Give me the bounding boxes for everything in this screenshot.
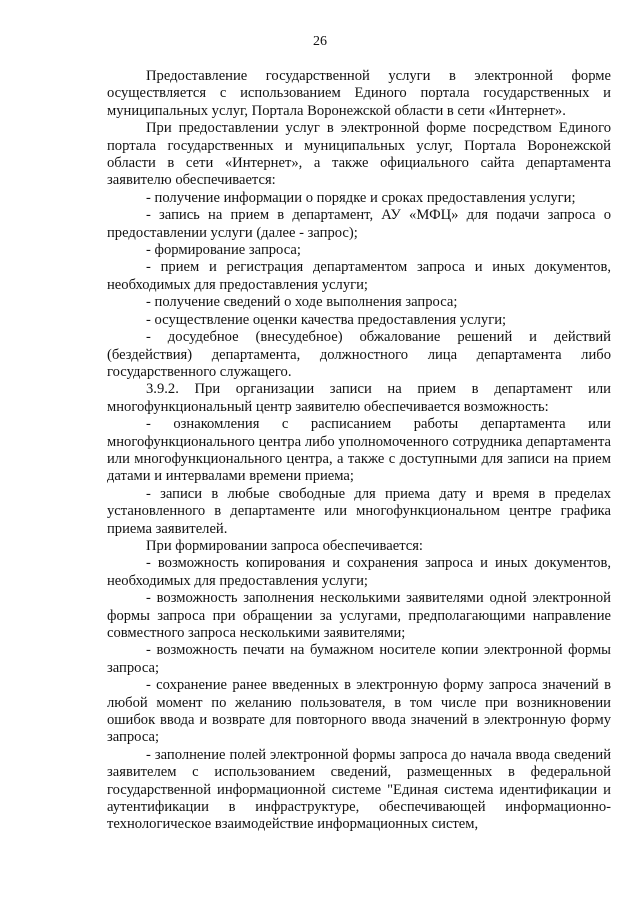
list-item: - запись на прием в департамент, АУ «МФЦ» для подачи запроса о предоставлении услуги (далее - запрос); — [107, 207, 611, 241]
list-item: - сохранение ранее введенных в электронную форму запроса значений в любой момент по желанию пользователя, в том числе при возникновении ошибок ввода и возврате для повторного ввода значений в электронную форму запроса; — [107, 677, 611, 746]
list-item: - получение информации о порядке и сроках предоставления услуги; — [146, 189, 576, 206]
paragraph: Предоставление государственной услуги в электронной форме осуществляется с использованием Единого портала государственных и муниципальных услуг, Портала Воронежской области в сети «Интернет». — [107, 68, 611, 119]
list-item: - записи в любые свободные для приема дату и время в пределах установленного в департаменте или многофункциональном центре графика приема заявителей. — [107, 485, 611, 537]
paragraph: При предоставлении услуг в электронной форме посредством Единого портала государственных и муниципальных услуг, Портала Воронежской области в сети «Интернет», а также официального сайта департамента заявителю обеспечивается: — [107, 120, 611, 189]
list-item: - заполнение полей электронной формы запроса до начала ввода сведений заявителем с использованием сведений, размещенных в федеральной государственной информационной системе "Единая система идентификации и аутентификации в инфраструктуре, обеспечивающей информационно-технологическое взаимодействие информационных систем, — [107, 746, 611, 833]
document-body — [107, 68, 611, 834]
paragraph: 3.9.2. При организации записи на прием в департамент или многофункциональный центр заявителю обеспечивается возможность: — [107, 381, 611, 415]
list-item: - прием и регистрация департаментом запроса и иных документов, необходимых для предоставления услуги; — [107, 259, 611, 293]
list-item: - возможность печати на бумажном носителе копии электронной формы запроса; — [107, 642, 611, 676]
list-item: - формирование запроса; — [146, 242, 301, 259]
list-item: - досудебное (внесудебное) обжалование решений и действий (бездействия) департамента, должностного лица департамента либо государственного служащего. — [107, 329, 611, 380]
list-item: - осуществление оценки качества предоставления услуги; — [146, 311, 507, 328]
list-item: - получение сведений о ходе выполнения запроса; — [146, 294, 458, 311]
list-item: - возможность копирования и сохранения запроса и иных документов, необходимых для предоставления услуги; — [107, 555, 611, 589]
list-item: - возможность заполнения несколькими заявителями одной электронной формы запроса при обращении за услугами, предполагающими направление совместного запроса несколькими заявителями; — [107, 590, 611, 641]
list-item: - ознакомления с расписанием работы департамента или многофункционального центра либо уполномоченного сотрудника департамента или многофункционального центра, а также с доступными для записи на прием датами и интервалами времени приема; — [107, 416, 611, 485]
page-number: 26 — [313, 34, 327, 49]
paragraph: При формировании запроса обеспечивается: — [146, 537, 423, 554]
